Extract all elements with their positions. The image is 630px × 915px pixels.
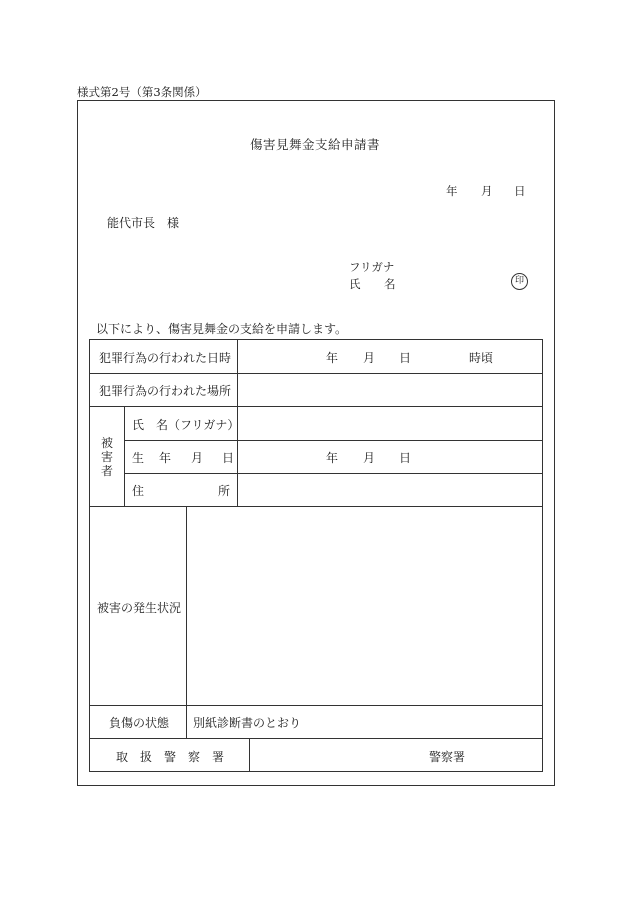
crime-year-label: 年 xyxy=(326,351,339,365)
victim-dob-label-3: 月 xyxy=(191,451,204,465)
form-number: 様式第2号（第3条関係） xyxy=(77,85,207,99)
date-year-label: 年 xyxy=(446,184,458,198)
damage-situation-label: 被害の発生状況 xyxy=(97,601,182,615)
crime-datetime-label: 犯罪行為の行われた日時 xyxy=(99,351,232,365)
victim-address-label-1: 住 xyxy=(132,484,145,498)
dob-day-label: 日 xyxy=(399,451,412,465)
row-divider xyxy=(124,440,542,441)
applicant-name-label-1: 氏 xyxy=(349,277,361,291)
dob-year-label: 年 xyxy=(326,451,339,465)
document-title: 傷害見舞金支給申請書 xyxy=(249,137,380,152)
crime-day-label: 日 xyxy=(399,351,412,365)
row-divider xyxy=(124,473,542,474)
application-date xyxy=(0,183,630,199)
date-day-label: 日 xyxy=(514,184,526,198)
victim-address-label-2: 所 xyxy=(218,484,231,498)
addressee: 能代市長 様 xyxy=(107,216,180,230)
dob-month-label: 月 xyxy=(363,451,376,465)
victim-group-label: 被害者 xyxy=(101,436,114,478)
seal-mark: 印 xyxy=(511,273,528,290)
furigana-label: フリガナ xyxy=(349,260,395,274)
crime-place-label: 犯罪行為の行われた場所 xyxy=(99,384,232,398)
row-divider xyxy=(90,373,542,374)
row-divider xyxy=(90,738,542,739)
injury-state-value: 別紙診断書のとおり xyxy=(193,716,302,730)
lead-text: 以下により、傷害見舞金の支給を申請します。 xyxy=(96,322,348,336)
police-station-value: 警察署 xyxy=(429,750,466,764)
victim-name-label: 氏 名（フリガナ） xyxy=(132,418,240,432)
crime-month-label: 月 xyxy=(363,351,376,365)
row-divider xyxy=(90,406,542,407)
column-divider xyxy=(186,506,187,738)
victim-dob-label-1: 生 xyxy=(132,451,145,465)
application-table xyxy=(89,339,543,772)
victim-dob-label-4: 日 xyxy=(222,451,235,465)
row-divider xyxy=(90,506,542,507)
victim-dob-label-2: 年 xyxy=(159,451,172,465)
applicant-name-label-2: 名 xyxy=(384,277,396,291)
police-station-label: 取 扱 警 察 署 xyxy=(116,750,225,764)
crime-hour-label: 時頃 xyxy=(469,351,494,365)
column-divider xyxy=(249,738,250,771)
row-divider xyxy=(90,705,542,706)
injury-state-label: 負傷の状態 xyxy=(109,716,170,730)
column-divider xyxy=(124,406,125,506)
date-month-label: 月 xyxy=(481,184,493,198)
